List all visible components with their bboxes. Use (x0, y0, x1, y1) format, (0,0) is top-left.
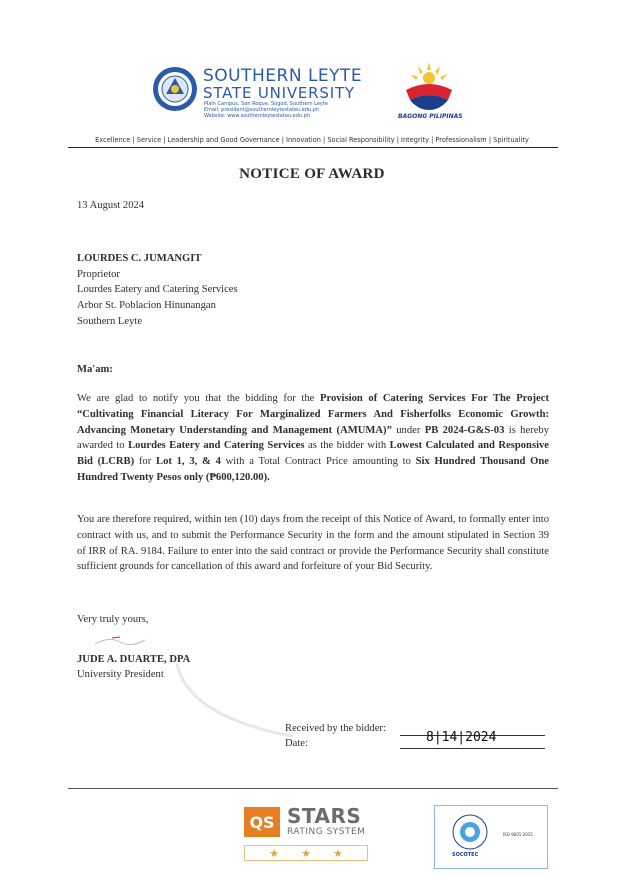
award-text-bidder: as the bidder with (304, 440, 390, 452)
reference-number: PB 2024-G&S-03 (424, 424, 505, 436)
award-text-amount: with a Total Contract Price amounting to (220, 456, 416, 468)
footer-divider (68, 788, 558, 789)
qs-logo: QS (244, 807, 280, 837)
date-line (400, 748, 545, 749)
university-seal (152, 66, 198, 112)
socotec-logo (448, 812, 492, 852)
header-divider (68, 147, 558, 148)
university-website: Website: www.southernleytestateu.edu.ph (204, 113, 311, 119)
award-text-intro: We are glad to notify you that the bidding for the (77, 393, 320, 404)
socotec-text: SOCOTEC (452, 852, 479, 858)
signature (90, 632, 150, 654)
university-name-line1: SOUTHERN LEYTE (203, 66, 363, 86)
core-values: Excellence | Service | Leadership and Good Governance | Innovation | Social Responsibility | Integrity | Professionalism | Spirituality (95, 136, 529, 144)
contract-price: Six Hundred Thousand One Hundred Twenty Pesos only (₱600,120.00). (77, 456, 550, 483)
recipient-position: Proprietor (77, 269, 120, 280)
bagong-pilipinas-text: BAGONG PILIPINAS (398, 113, 463, 120)
star-icon: ★ (332, 847, 343, 860)
recipient-name: LOURDES C. JUMANGIT (77, 253, 202, 264)
received-by-label: Received by the bidder: (285, 723, 386, 734)
iso-text: ISO 9001:2015 (503, 832, 533, 837)
award-text-for: for (134, 456, 156, 468)
university-email: Email: president@southernleytestateu.edu.ph (204, 107, 320, 113)
university-name-line2: STATE UNIVERSITY (203, 84, 355, 102)
signatory-title: University President (77, 669, 164, 680)
requirements-paragraph: You are therefore required, within ten (10) days from the receipt of this Notice of Award, to formally enter into contract with us, and to submit the Performance Security in the form and the amount stipulated in Section 39 of IRR of RA. 9184. Failure to enter into the said contract or provide the Performance Security shall constitute sufficient grounds for cancellation of this award and forfeiture of your Bid Security. (77, 514, 549, 573)
star-rating (244, 845, 368, 861)
award-text-awarded: is hereby awarded to (77, 424, 550, 452)
recipient-address-line2: Southern Leyte (77, 316, 143, 327)
date-label: Date: (285, 738, 308, 749)
signature-stroke (175, 660, 295, 740)
closing: Very truly yours, (77, 614, 149, 625)
stars-text: STARS (287, 804, 362, 828)
bagong-pilipinas-logo (400, 60, 458, 112)
recipient-address-line1: Arbor St. Poblacion Hinunangan (77, 300, 216, 311)
letter-date: 13 August 2024 (77, 200, 145, 211)
star-icon: ★ (301, 847, 311, 860)
bid-type: Lowest Calculated and Responsive Bid (LCRB) (77, 440, 550, 468)
document-title: NOTICE OF AWARD (239, 166, 385, 182)
award-text-under: under (391, 424, 425, 436)
salutation: Ma'am: (77, 364, 113, 375)
project-title: Provision of Catering Services For The Project “Cultivating Financial Literacy For Marginalized Farmers And Fisherfolks Economic Growth: Advancing Monetary Understanding and Management (AMUMA)” (77, 393, 549, 436)
received-date-handwritten: 8|14|2024 (426, 730, 497, 745)
award-paragraph (77, 391, 549, 486)
awardee-name: Lourdes Eatery and Catering Services (128, 440, 305, 452)
university-address: Main Campus, San Roque, Sogod, Southern Leyte (204, 101, 328, 107)
signatory-name: JUDE A. DUARTE, DPA (77, 654, 191, 665)
recipient-company: Lourdes Eatery and Catering Services (77, 284, 238, 295)
star-icon: ★ (269, 847, 280, 860)
rating-system-text: RATING SYSTEM (287, 827, 366, 837)
lot-numbers: Lot 1, 3, & 4 (156, 456, 221, 468)
